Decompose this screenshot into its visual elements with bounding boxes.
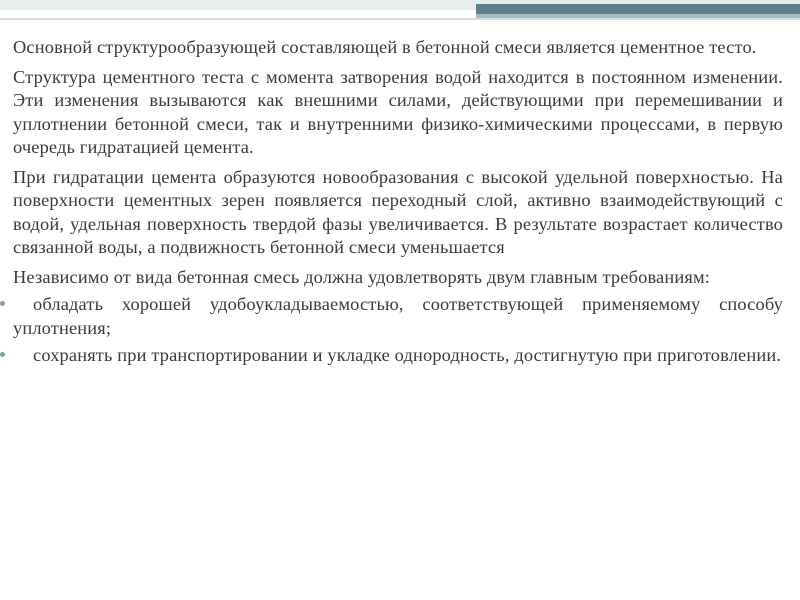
bullet-dot-icon (0, 301, 5, 306)
paragraph-2: Структура цементного теста с момента затворения водой находится в постоянном изменении. Эти изменения вызываются как внешними силами, действующими при перемешивании и уплотнении бетонной смеси, так и внутренними физико-химическими процессами, в первую очередь гидратацией цемента. (13, 66, 783, 157)
slide-body (13, 36, 783, 372)
bullet-text-2: сохранять при транспортировании и укладке однородность, достигнутую при приготовлении. (33, 345, 782, 365)
paragraph-3: При гидратации цемента образуются новообразования с высокой удельной поверхностью. На поверхности цементных зерен появляется переходный слой, активно взаимодействующий с водой, удельная поверхность твердой фазы увеличивается. В результате возрастает количество связанной воды, а подвижность бетонной смеси уменьшается (13, 166, 783, 257)
header-rule (0, 18, 800, 20)
bullet-item-2 (13, 344, 783, 368)
header-band-dark (476, 4, 800, 14)
paragraph-1: Основной структурообразующей составляющей в бетонной смеси является цементное тесто. (13, 37, 757, 57)
bullet-item-1 (13, 293, 783, 340)
paragraph-4: Независимо от вида бетонная смесь должна удовлетворять двум главным требованиям: (13, 266, 710, 287)
bullet-text-1: обладать хорошей удобоукладываемостью, соответствующей применяемому способу уплотнения; (13, 294, 783, 338)
header-decoration (0, 0, 800, 22)
bullet-dot-icon (0, 352, 5, 357)
